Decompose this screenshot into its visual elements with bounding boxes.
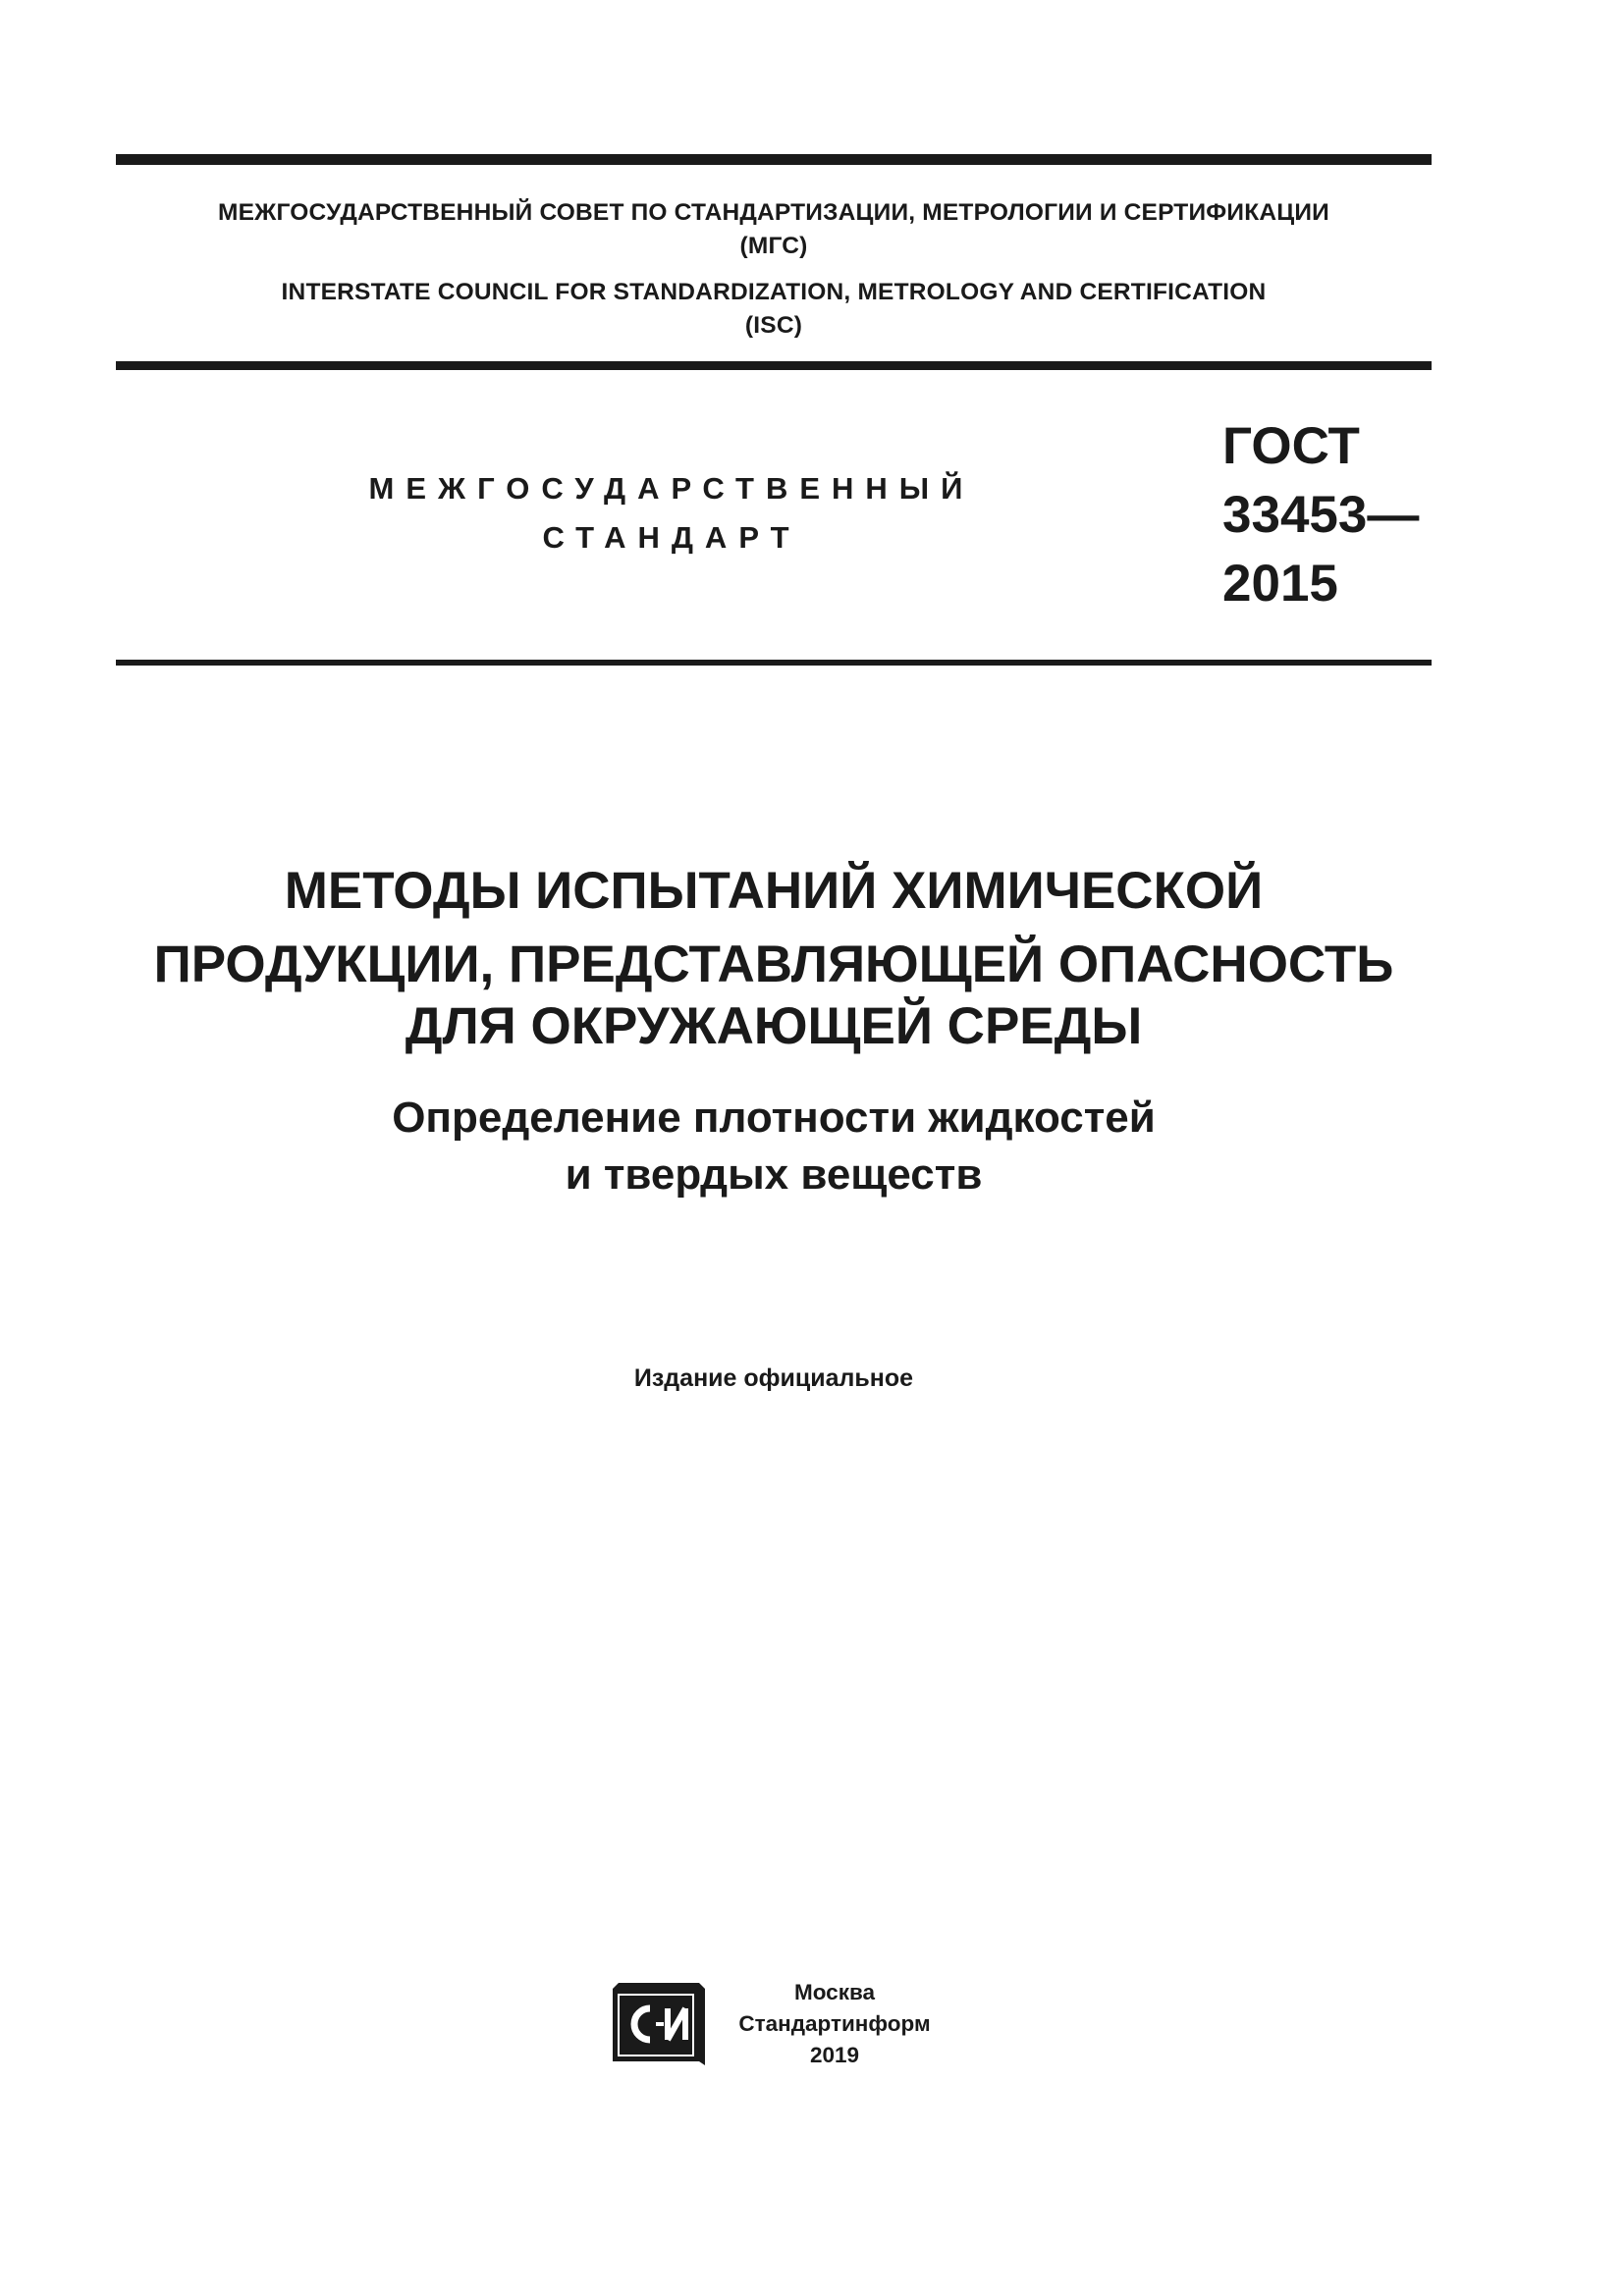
council-name-ru: МЕЖГОСУДАРСТВЕННЫЙ СОВЕТ ПО СТАНДАРТИЗАЦИИ, МЕТРОЛОГИИ И СЕРТИФИКАЦИИ: [218, 199, 1329, 226]
standartinform-logo-icon: [611, 1975, 705, 2069]
standard-code-prefix: ГОСТ: [1222, 417, 1360, 475]
council-abbr-en: (ISC): [744, 312, 803, 339]
publisher-city: Москва: [793, 1980, 875, 2004]
publisher-name: Стандартинформ: [738, 2011, 931, 2036]
document-title-line2: ПРОДУКЦИИ, ПРЕДСТАВЛЯЮЩЕЙ ОПАСНОСТЬ: [153, 935, 1394, 993]
council-name-en: INTERSTATE COUNCIL FOR STANDARDIZATION, METROLOGY AND CERTIFICATION: [281, 279, 1267, 305]
code-bottom-rule: [116, 660, 1432, 666]
edition-label: Издание официальное: [633, 1364, 914, 1392]
standard-kind-line2: СТАНДАРТ: [542, 520, 801, 555]
standard-code-year: 2015: [1222, 555, 1338, 613]
standard-code: [1222, 412, 1448, 618]
document-subtitle-line1: Определение плотности жидкостей: [392, 1094, 1156, 1142]
header-bottom-rule: [116, 361, 1432, 370]
publisher-year: 2019: [809, 2043, 860, 2067]
document-title-line3: ДЛЯ ОКРУЖАЮЩЕЙ СРЕДЫ: [405, 997, 1143, 1055]
standard-code-number: 33453—: [1222, 486, 1420, 544]
council-abbr-ru: (МГС): [739, 233, 808, 259]
standard-kind-line1: МЕЖГОСУДАРСТВЕННЫЙ: [368, 471, 975, 506]
document-subtitle-line2: и твердых веществ: [565, 1150, 983, 1199]
top-rule: [116, 154, 1432, 165]
document-title-line1: МЕТОДЫ ИСПЫТАНИЙ ХИМИЧЕСКОЙ: [284, 862, 1264, 920]
